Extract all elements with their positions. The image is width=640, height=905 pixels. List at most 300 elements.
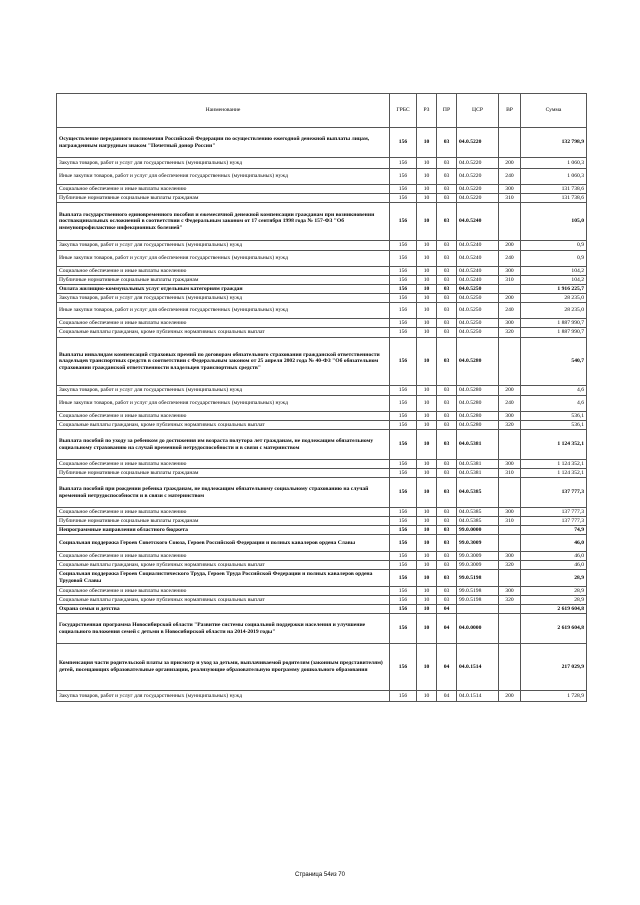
cell-grbs: 156	[390, 561, 417, 570]
cell-csr: 99.0.5198	[457, 570, 499, 587]
cell-rz: 10	[417, 570, 437, 587]
table-row	[57, 294, 587, 303]
cell-sum: 137 777,3	[521, 517, 587, 526]
cell-rz: 10	[417, 596, 437, 605]
cell-rz: 10	[417, 276, 437, 285]
header-vr: ВР	[499, 94, 521, 128]
header-rz: РЗ	[417, 94, 437, 128]
cell-csr: 04.0.5220	[457, 169, 499, 185]
cell-pr: 03	[437, 194, 457, 203]
cell-name: Социальное обеспечение и иные выплаты населению	[57, 552, 390, 561]
table-row	[57, 328, 587, 338]
cell-grbs: 156	[390, 396, 417, 412]
cell-grbs: 156	[390, 203, 417, 241]
table-row	[57, 460, 587, 469]
cell-sum: 28 235,0	[521, 294, 587, 303]
cell-name: Социальное обеспечение и иные выплаты населению	[57, 412, 390, 421]
cell-csr: 99.0.3009	[457, 561, 499, 570]
table-row	[57, 241, 587, 251]
cell-pr: 03	[437, 328, 457, 338]
cell-sum: 46,0	[521, 561, 587, 570]
table-row	[57, 478, 587, 508]
cell-pr: 03	[437, 241, 457, 251]
cell-csr: 04.0.5381	[457, 430, 499, 460]
table-row	[57, 517, 587, 526]
cell-vr: 320	[499, 561, 521, 570]
cell-rz: 10	[417, 469, 437, 478]
cell-sum: 131 738,6	[521, 185, 587, 194]
cell-rz: 10	[417, 169, 437, 185]
cell-csr: 04.0.5280	[457, 386, 499, 396]
cell-vr: 300	[499, 508, 521, 517]
cell-name: Охрана семьи и детства	[57, 605, 390, 614]
cell-vr	[499, 535, 521, 552]
cell-pr: 03	[437, 169, 457, 185]
cell-name: Иные закупки товаров, работ и услуг для обеспечения государственных (муниципальных) нужд	[57, 303, 390, 319]
cell-csr: 04.0.1514	[457, 644, 499, 691]
cell-name: Выплата государственного единовременного пособия и ежемесячной денежной компенсации гражданам при возникновении поствакцинальных осложнений в соответствии с Федеральным законом от 17 сентября 1998 года № 157-ФЗ "Об иммунопрофилактике инфекционных болезней"	[57, 203, 390, 241]
cell-csr: 04.0.5250	[457, 328, 499, 338]
cell-sum: 1 124 352,1	[521, 430, 587, 460]
cell-pr: 03	[437, 460, 457, 469]
cell-csr: 04.0.5240	[457, 276, 499, 285]
cell-sum: 74,9	[521, 526, 587, 535]
cell-sum: 104,2	[521, 276, 587, 285]
table-row	[57, 508, 587, 517]
cell-sum: 4,6	[521, 396, 587, 412]
table-row	[57, 194, 587, 203]
cell-vr	[499, 203, 521, 241]
cell-csr: 04.0.5220	[457, 185, 499, 194]
cell-grbs: 156	[390, 276, 417, 285]
cell-pr: 03	[437, 596, 457, 605]
page-footer: Страница 54из 70	[295, 872, 345, 878]
cell-rz: 10	[417, 319, 437, 328]
cell-csr: 99.0.5198	[457, 587, 499, 596]
cell-pr: 03	[437, 469, 457, 478]
cell-vr	[499, 478, 521, 508]
cell-csr: 04.0.5280	[457, 338, 499, 386]
cell-vr	[499, 570, 521, 587]
cell-rz: 10	[417, 267, 437, 276]
cell-csr: 04.0.5280	[457, 396, 499, 412]
cell-csr: 99.0.0000	[457, 526, 499, 535]
cell-rz: 10	[417, 194, 437, 203]
cell-grbs: 156	[390, 614, 417, 644]
cell-grbs: 156	[390, 241, 417, 251]
cell-vr: 310	[499, 276, 521, 285]
table-row	[57, 158, 587, 169]
cell-grbs: 156	[390, 570, 417, 587]
cell-sum: 1 124 352,1	[521, 460, 587, 469]
table-row	[57, 386, 587, 396]
cell-name: Социальные выплаты гражданам, кроме публичных нормативных социальных выплат	[57, 328, 390, 338]
cell-name: Социальная поддержка Героев Социалистического Труда, Героев Труда Российской Федерации и полных кавалеров ордена Трудовой Славы	[57, 570, 390, 587]
cell-grbs: 156	[390, 552, 417, 561]
cell-grbs: 156	[390, 169, 417, 185]
cell-sum: 46,0	[521, 535, 587, 552]
cell-sum: 132 798,9	[521, 128, 587, 158]
cell-grbs: 156	[390, 596, 417, 605]
cell-csr: 04.0.5240	[457, 267, 499, 276]
cell-rz: 10	[417, 561, 437, 570]
cell-rz: 10	[417, 185, 437, 194]
cell-vr: 200	[499, 294, 521, 303]
cell-vr: 300	[499, 552, 521, 561]
cell-name: Социальные выплаты гражданам, кроме публичных нормативных социальных выплат	[57, 561, 390, 570]
cell-vr: 300	[499, 587, 521, 596]
cell-name: Публичные нормативные социальные выплаты гражданам	[57, 517, 390, 526]
cell-csr: 99.0.3009	[457, 552, 499, 561]
cell-name: Закупка товаров, работ и услуг для государственных (муниципальных) нужд	[57, 294, 390, 303]
cell-vr: 300	[499, 267, 521, 276]
cell-vr: 200	[499, 158, 521, 169]
cell-vr	[499, 338, 521, 386]
cell-rz: 10	[417, 241, 437, 251]
cell-sum: 46,0	[521, 552, 587, 561]
cell-csr: 04.0.5385	[457, 517, 499, 526]
budget-table-sheet	[56, 93, 586, 702]
cell-pr: 03	[437, 294, 457, 303]
cell-name: Оплата жилищно-коммунальных услуг отдельным категориям граждан	[57, 285, 390, 294]
cell-grbs: 156	[390, 251, 417, 267]
cell-vr	[499, 128, 521, 158]
cell-pr: 03	[437, 128, 457, 158]
cell-csr: 04.0.5385	[457, 508, 499, 517]
cell-name: Выплата пособий по уходу за ребенком до достижения им возраста полутора лет гражданам, не подлежащим обязательному социальному страхованию на случай временной нетрудоспособности и в связи с материнством	[57, 430, 390, 460]
cell-grbs: 156	[390, 319, 417, 328]
cell-pr: 03	[437, 396, 457, 412]
header-grbs: ГРБС	[390, 94, 417, 128]
cell-sum: 131 738,6	[521, 194, 587, 203]
table-row	[57, 412, 587, 421]
cell-rz: 10	[417, 587, 437, 596]
header-name: Наименование	[57, 94, 390, 128]
table-row	[57, 421, 587, 430]
cell-pr: 03	[437, 185, 457, 194]
cell-rz: 10	[417, 338, 437, 386]
cell-name: Социальное обеспечение и иные выплаты населению	[57, 185, 390, 194]
cell-csr: 04.0.5381	[457, 460, 499, 469]
cell-name: Публичные нормативные социальные выплаты гражданам	[57, 469, 390, 478]
cell-grbs: 156	[390, 526, 417, 535]
cell-pr: 03	[437, 535, 457, 552]
cell-vr: 320	[499, 421, 521, 430]
cell-sum: 104,2	[521, 267, 587, 276]
cell-grbs: 156	[390, 386, 417, 396]
cell-vr: 240	[499, 303, 521, 319]
cell-pr: 03	[437, 526, 457, 535]
cell-pr: 04	[437, 614, 457, 644]
cell-csr: 04.0.5250	[457, 294, 499, 303]
cell-grbs: 156	[390, 587, 417, 596]
table-header-row	[57, 94, 587, 128]
cell-grbs: 156	[390, 412, 417, 421]
cell-sum: 1 124 352,1	[521, 469, 587, 478]
cell-sum: 28 235,0	[521, 303, 587, 319]
cell-pr: 03	[437, 276, 457, 285]
cell-vr: 320	[499, 596, 521, 605]
cell-name: Иные закупки товаров, работ и услуг для обеспечения государственных (муниципальных) нужд	[57, 169, 390, 185]
cell-rz: 10	[417, 294, 437, 303]
cell-sum: 217 029,9	[521, 644, 587, 691]
table-row	[57, 396, 587, 412]
cell-name: Закупка товаров, работ и услуг для государственных (муниципальных) нужд	[57, 241, 390, 251]
cell-name: Социальное обеспечение и иные выплаты населению	[57, 508, 390, 517]
table-row	[57, 570, 587, 587]
cell-pr: 03	[437, 267, 457, 276]
cell-rz: 10	[417, 430, 437, 460]
cell-csr: 04.0.0000	[457, 614, 499, 644]
table-row	[57, 276, 587, 285]
cell-vr: 300	[499, 460, 521, 469]
cell-sum: 1 060,3	[521, 169, 587, 185]
cell-rz: 10	[417, 396, 437, 412]
cell-sum: 2 619 604,8	[521, 605, 587, 614]
cell-vr: 300	[499, 319, 521, 328]
cell-rz: 10	[417, 128, 437, 158]
cell-sum: 1 887 990,7	[521, 328, 587, 338]
cell-vr: 300	[499, 185, 521, 194]
cell-rz: 10	[417, 328, 437, 338]
cell-csr: 04.0.5220	[457, 194, 499, 203]
cell-grbs: 156	[390, 460, 417, 469]
cell-grbs: 156	[390, 267, 417, 276]
cell-rz: 10	[417, 508, 437, 517]
cell-vr	[499, 605, 521, 614]
cell-name: Непрограммные направления областного бюджета	[57, 526, 390, 535]
cell-pr: 03	[437, 338, 457, 386]
table-row	[57, 535, 587, 552]
cell-sum: 2 619 604,8	[521, 614, 587, 644]
cell-grbs: 156	[390, 328, 417, 338]
cell-grbs: 156	[390, 430, 417, 460]
cell-rz: 10	[417, 526, 437, 535]
cell-csr: 04.0.5220	[457, 158, 499, 169]
cell-rz: 10	[417, 421, 437, 430]
cell-csr: 99.0.3009	[457, 535, 499, 552]
cell-name: Иные закупки товаров, работ и услуг для обеспечения государственных (муниципальных) нужд	[57, 396, 390, 412]
header-pr: ПР	[437, 94, 457, 128]
cell-rz: 10	[417, 691, 437, 702]
cell-sum: 28,9	[521, 596, 587, 605]
cell-grbs: 156	[390, 535, 417, 552]
cell-name: Социальная поддержка Героев Советского Союза, Героев Российской Федерации и полных кавалеров ордена Славы	[57, 535, 390, 552]
cell-pr: 03	[437, 412, 457, 421]
cell-name: Социальное обеспечение и иные выплаты населению	[57, 267, 390, 276]
cell-csr: 04.0.5250	[457, 319, 499, 328]
cell-vr: 300	[499, 412, 521, 421]
cell-sum: 1 916 225,7	[521, 285, 587, 294]
cell-sum: 0,9	[521, 241, 587, 251]
cell-grbs: 156	[390, 185, 417, 194]
cell-sum: 28,9	[521, 570, 587, 587]
table-row	[57, 267, 587, 276]
cell-rz: 10	[417, 158, 437, 169]
cell-name: Выплаты инвалидам компенсаций страховых премий по договорам обязательного страхования гражданской ответственности владельцев транспортных средств в соответствии с Федеральным законом от 25 апреля 2002 года № 40-ФЗ "Об обязательном страховании гражданской ответственности владельцев транспортных средств"	[57, 338, 390, 386]
cell-vr: 310	[499, 517, 521, 526]
cell-name: Выплата пособий при рождении ребенка гражданам, не подлежащим обязательному социальному страхованию на случай временной нетрудоспособности и в связи с материнством	[57, 478, 390, 508]
table-row	[57, 185, 587, 194]
header-sum: Сумма	[521, 94, 587, 128]
table-row	[57, 430, 587, 460]
cell-rz: 10	[417, 412, 437, 421]
cell-vr	[499, 526, 521, 535]
cell-pr: 03	[437, 478, 457, 508]
cell-sum: 536,1	[521, 412, 587, 421]
cell-pr: 03	[437, 319, 457, 328]
cell-grbs: 156	[390, 303, 417, 319]
cell-pr: 03	[437, 303, 457, 319]
cell-pr: 03	[437, 570, 457, 587]
cell-vr	[499, 285, 521, 294]
cell-name: Публичные нормативные социальные выплаты гражданам	[57, 276, 390, 285]
cell-grbs: 156	[390, 644, 417, 691]
table-row	[57, 338, 587, 386]
cell-pr: 03	[437, 421, 457, 430]
cell-csr: 04.0.5381	[457, 469, 499, 478]
cell-pr: 03	[437, 251, 457, 267]
cell-name: Социальное обеспечение и иные выплаты населению	[57, 587, 390, 596]
cell-sum: 105,0	[521, 203, 587, 241]
table-row	[57, 203, 587, 241]
cell-vr: 320	[499, 328, 521, 338]
cell-csr: 04.0.5250	[457, 303, 499, 319]
cell-rz: 10	[417, 251, 437, 267]
cell-pr: 03	[437, 158, 457, 169]
cell-rz: 10	[417, 203, 437, 241]
cell-csr: 04.0.5240	[457, 241, 499, 251]
cell-grbs: 156	[390, 338, 417, 386]
cell-grbs: 156	[390, 517, 417, 526]
table-row	[57, 605, 587, 614]
cell-name: Социальное обеспечение и иные выплаты населению	[57, 460, 390, 469]
cell-grbs: 156	[390, 294, 417, 303]
cell-pr: 04	[437, 644, 457, 691]
cell-grbs: 156	[390, 158, 417, 169]
cell-vr	[499, 644, 521, 691]
table-row	[57, 561, 587, 570]
cell-vr: 240	[499, 251, 521, 267]
cell-csr: 04.0.5250	[457, 285, 499, 294]
cell-rz: 10	[417, 303, 437, 319]
table-row	[57, 552, 587, 561]
cell-rz: 10	[417, 460, 437, 469]
cell-csr	[457, 605, 499, 614]
cell-vr: 200	[499, 241, 521, 251]
cell-vr: 240	[499, 169, 521, 185]
cell-sum: 137 777,3	[521, 508, 587, 517]
cell-csr: 04.0.5240	[457, 203, 499, 241]
cell-name: Закупка товаров, работ и услуг для государственных (муниципальных) нужд	[57, 158, 390, 169]
cell-grbs: 156	[390, 469, 417, 478]
cell-pr: 03	[437, 203, 457, 241]
cell-rz: 10	[417, 614, 437, 644]
cell-name: Осуществление переданного полномочия Российской Федерации по осуществлению ежегодной денежной выплаты лицам, награжденным нагрудным знаком "Почетный донор России"	[57, 128, 390, 158]
cell-rz: 10	[417, 535, 437, 552]
cell-name: Социальные выплаты гражданам, кроме публичных нормативных социальных выплат	[57, 421, 390, 430]
table-row	[57, 285, 587, 294]
cell-sum: 28,9	[521, 587, 587, 596]
cell-vr: 310	[499, 469, 521, 478]
cell-sum: 0,9	[521, 251, 587, 267]
cell-rz: 10	[417, 285, 437, 294]
table-row	[57, 596, 587, 605]
cell-pr: 03	[437, 386, 457, 396]
cell-sum: 137 777,3	[521, 478, 587, 508]
cell-csr: 04.0.5280	[457, 421, 499, 430]
cell-vr: 310	[499, 194, 521, 203]
cell-csr: 04.0.1514	[457, 691, 499, 702]
table-row	[57, 526, 587, 535]
cell-grbs: 156	[390, 128, 417, 158]
cell-rz: 10	[417, 386, 437, 396]
cell-name: Закупка товаров, работ и услуг для государственных (муниципальных) нужд	[57, 691, 390, 702]
budget-table	[56, 93, 587, 702]
cell-rz: 10	[417, 605, 437, 614]
table-row	[57, 303, 587, 319]
table-row	[57, 587, 587, 596]
table-row	[57, 319, 587, 328]
cell-pr: 03	[437, 587, 457, 596]
cell-name: Закупка товаров, работ и услуг для государственных (муниципальных) нужд	[57, 386, 390, 396]
cell-sum: 536,1	[521, 421, 587, 430]
cell-csr: 04.0.5385	[457, 478, 499, 508]
table-row	[57, 169, 587, 185]
cell-name: Социальные выплаты гражданам, кроме публичных нормативных социальных выплат	[57, 596, 390, 605]
cell-vr	[499, 430, 521, 460]
cell-grbs: 156	[390, 508, 417, 517]
cell-grbs: 156	[390, 605, 417, 614]
cell-rz: 10	[417, 644, 437, 691]
table-row	[57, 469, 587, 478]
cell-grbs: 156	[390, 691, 417, 702]
cell-name: Иные закупки товаров, работ и услуг для обеспечения государственных (муниципальных) нужд	[57, 251, 390, 267]
cell-vr	[499, 614, 521, 644]
cell-rz: 10	[417, 552, 437, 561]
cell-pr: 04	[437, 691, 457, 702]
cell-grbs: 156	[390, 478, 417, 508]
table-row	[57, 614, 587, 644]
table-row	[57, 691, 587, 702]
cell-sum: 1 728,9	[521, 691, 587, 702]
cell-name: Социальное обеспечение и иные выплаты населению	[57, 319, 390, 328]
cell-rz: 10	[417, 517, 437, 526]
cell-grbs: 156	[390, 194, 417, 203]
table-row	[57, 251, 587, 267]
cell-sum: 4,6	[521, 386, 587, 396]
cell-sum: 540,7	[521, 338, 587, 386]
cell-grbs: 156	[390, 285, 417, 294]
cell-vr: 240	[499, 396, 521, 412]
cell-sum: 1 887 990,7	[521, 319, 587, 328]
cell-csr: 04.0.5220	[457, 128, 499, 158]
cell-pr: 03	[437, 430, 457, 460]
cell-csr: 99.0.5198	[457, 596, 499, 605]
cell-rz: 10	[417, 478, 437, 508]
cell-pr: 03	[437, 552, 457, 561]
cell-name: Компенсация части родительской платы за присмотр и уход за детьми, выплачиваемой родителям (законным представителям) детей, посещающих образовательные организации, реализующие образовательную программу дошкольного образования	[57, 644, 390, 691]
cell-vr: 200	[499, 691, 521, 702]
cell-pr: 03	[437, 508, 457, 517]
cell-csr: 04.0.5240	[457, 251, 499, 267]
table-row	[57, 644, 587, 691]
cell-pr: 03	[437, 285, 457, 294]
header-csr: ЦСР	[457, 94, 499, 128]
cell-grbs: 156	[390, 421, 417, 430]
cell-pr: 03	[437, 561, 457, 570]
cell-name: Государственная программа Новосибирской области "Развитие системы социальной поддержки населения и улучшение социального положения семей с детьми в Новосибирской области на 2014-2019 годы"	[57, 614, 390, 644]
